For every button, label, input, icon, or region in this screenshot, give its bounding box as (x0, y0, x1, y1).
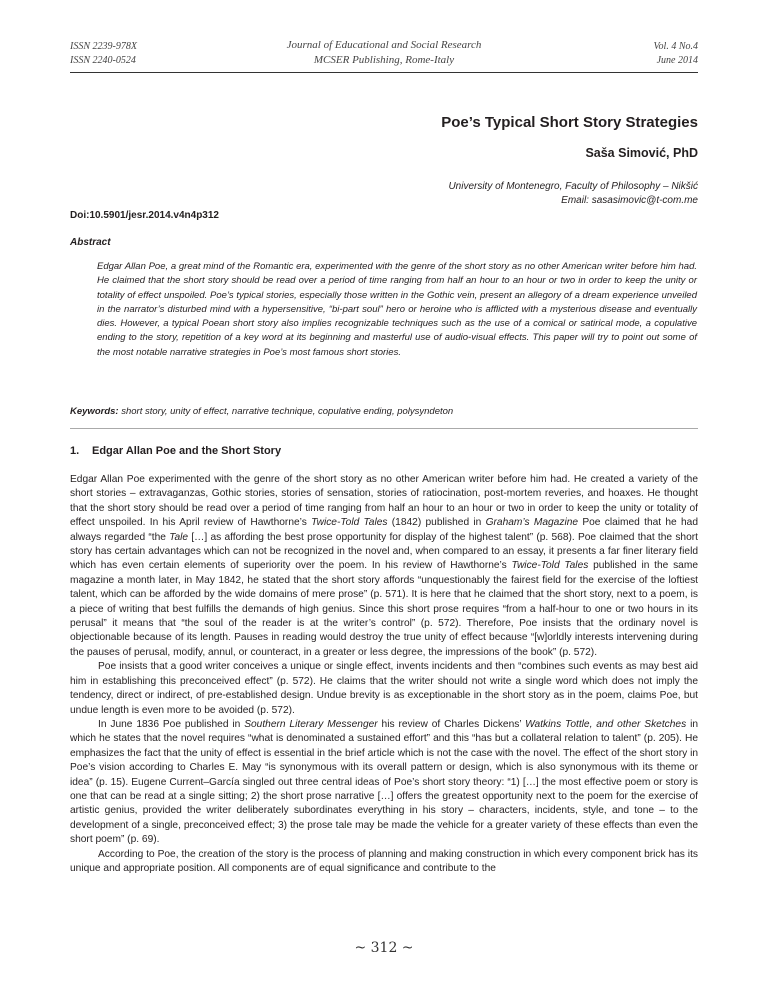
section-heading (70, 445, 281, 457)
abstract-text: Edgar Allan Poe, a great mind of the Romantic era, experimented with the genre of the short story as no other American writer before him had. He claimed that the short story should be read over a period of time ranging from half an hour to an hour or two in order to keep the unity or totality of effect unspoiled. Poe’s typical stories, especially those written in the Gothic vein, present an allegory of a dream experience unveiled in the narrator’s disturbed mind with a hypersensitive, “bi-part soul” hero or heroine who is afflicted with a mysterious disease and eventually dies. However, a typical Poean short story also implies recognizable techniques such as the use of a comical or satirical mode, a copulative ending to the story, repetition of a key word at its beginning and masterful use of audio-visual effects. This paper will try to point out some of the most notable narrative strategies in Poe’s most famous short stories. (97, 261, 697, 358)
work-title: Southern Literary Messenger (244, 718, 378, 730)
work-title: Tale (169, 531, 189, 543)
header-divider (70, 72, 698, 73)
journal-name: Journal of Educational and Social Research (286, 39, 482, 51)
paragraph-3: In June 1836 Poe published in Southern Literary Messenger his review of Charles Dickens’ Watkins Tottle, and other Sketches in which he states that the novel requires “what is denominated a sustained effort” and this “has but a collateral relation to talent” (p. 205). He emphasizes the fact that the unity of effect is essential in the brief article which is not the case with the novel. The effect of the short story in Poe’s vision according to Charles E. May “is synonymous with its overall pattern or design, which is also synonymous with its theme or idea” (p. 15). Eugene Current–García singled out three central ideas of Poe’s short story theory: “1) […] the most effective poem or story is one that can be read at a single sitting; 2) the short prose narrative […] offers the greatest opportunity next to the poem for the exercise of artistic genius, provided the writer deliberately subordinates everything in his story – characters, incidents, style, and tone – to the development of a single, preconceived effect; 3) the prose tale may be made the vehicle for a greater variety of these effects than even the short poem” (p. 69). (70, 718, 698, 846)
article-doi: Doi:10.5901/jesr.2014.v4n4p312 (70, 210, 219, 221)
keywords (70, 406, 698, 417)
article-author: Saša Simović, PhD (585, 146, 698, 160)
author-affiliation: University of Montenegro, Faculty of Philosophy – Nikšić (448, 181, 698, 192)
article-title: Poe’s Typical Short Story Strategies (441, 114, 698, 131)
keywords-text: short story, unity of effect, narrative technique, copulative ending, polysyndeton (118, 406, 454, 417)
publisher-name: MCSER Publishing, Rome-Italy (313, 54, 455, 66)
body-text (70, 473, 698, 876)
volume-number: Vol. 4 No.4 (653, 41, 698, 52)
author-affiliation-block (448, 180, 698, 208)
section-title: Edgar Allan Poe and the Short Story (92, 445, 282, 457)
issn-online: ISSN 2240-0524 (70, 55, 136, 66)
issn-print: ISSN 2239-978X (70, 41, 137, 52)
section-number: 1. (70, 445, 80, 457)
work-title: Twice-Told Tales (511, 560, 589, 572)
paragraph-1: Edgar Allan Poe experimented with the genre of the short story as no other American writer before him had. He created a variety of the short stories – extravaganzas, Gothic stories, stories of sensation, stories of ratiocination, post-mortem reveries, and hoaxes. He thought that the short story should be read over a period of time ranging from half an hour to an hour or two in order to keep the unity or totality of effect unspoiled. In his April review of Hawthorne’s Twice-Told Tales (1842) published in Graham’s Magazine Poe claimed that he had always regarded “the Tale […] as affording the best prose opportunity for display of the highest talent” (p. 568). Poe claimed that the short story has certain advantages which can not be recognized in the novel and, when compared to an essay, it presents a far finer literary field which has even certain elements of superiority over the poem. In his review of Hawthorne’s Twice-Told Tales published in the same magazine a month later, in May 1842, he stated that the short story affords “unquestionably the fairest field for the exercise of the loftiest talent, which can be afforded by the wide domains of mere prose” (p. 571). It is here that he claimed that the short story, next to a poem, is a piece of writing that best fulfills the demands of high genius. Since this short prose requires “from a half-hour to one or two hours in its perusal” it means that “the soul of the reader is at the writer’s control” (p. 572). Therefore, Poe insists that the ordinary novel is objectionable because of its length. Pauses in reading would destroy the true unity of effect because “[w]orldly interests intervening during the pauses of perusal, modify, annul, or counteract, in a greater or less degree, the impressions of the book” (p. 572). (70, 474, 698, 658)
author-email: Email: sasasimovic@t-com.me (561, 195, 698, 206)
abstract-heading: Abstract (70, 237, 111, 248)
work-title: Watkins Tottle, and other Sketches (525, 718, 687, 730)
paragraph-4: According to Poe, the creation of the story is the process of planning and making construction in which every component brick has its unique and appropriate position. All components are of equal significance and contribute to the (70, 848, 698, 874)
paragraph-2: Poe insists that a good writer conceives a unique or single effect, invents incidents and then “combines such events as may best aid him in establishing this preconceived effect” (p. 572). He claims that the writer should not write a single word which does not imply the tendency, direct or indirect, of pre-established design. Undue brevity is as exceptionable in the short story as in the poem, claims Poe, but undue length is even more to be avoided (p. 572). (70, 661, 698, 716)
page-number: ~ 312 ~ (354, 940, 414, 956)
work-title: Twice-Told Tales (311, 517, 388, 529)
work-title: Graham’s Magazine (485, 517, 579, 529)
header-issue (654, 40, 698, 68)
keywords-divider (70, 428, 698, 429)
issue-date: June 2014 (656, 55, 698, 66)
keywords-label: Keywords: (70, 406, 119, 417)
